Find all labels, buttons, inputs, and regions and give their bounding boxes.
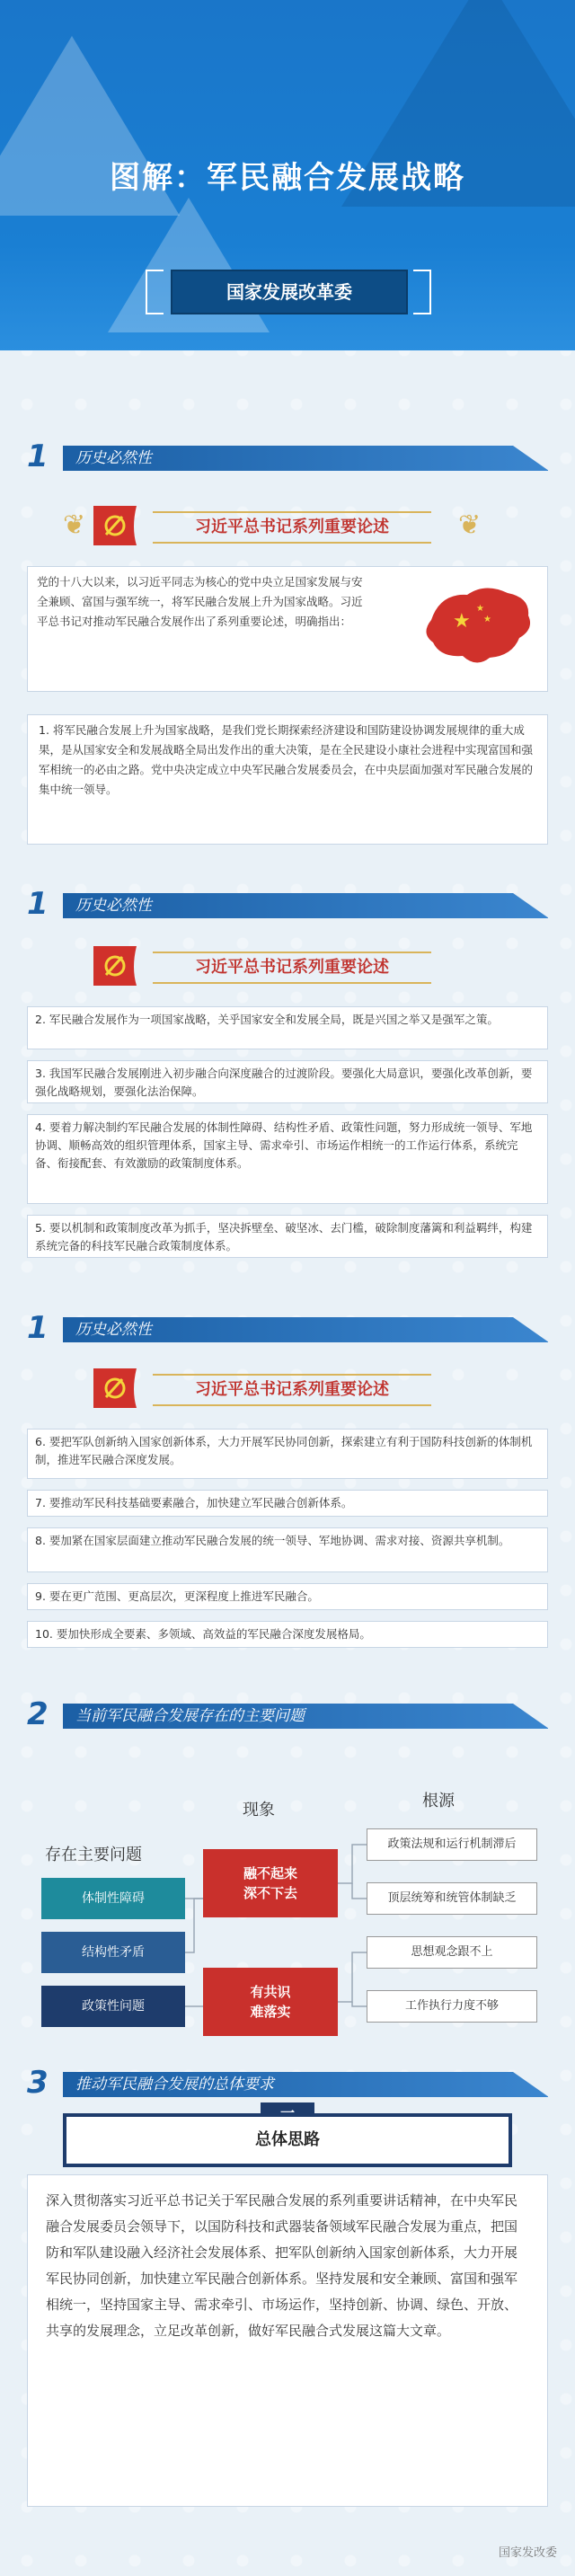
quote-banner [63,1361,512,1415]
header-banner [0,0,575,350]
section-header-1 [27,440,548,473]
point-8: 8. 要加紧在国家层面建立推动军民融合发展的统一领导、军地协调、需求对接、资源共享机制。 [35,1534,510,1547]
point-card-5 [27,1215,548,1258]
section-header-2 [27,1698,548,1731]
point-5: 5. 要以机制和政策制度改革为抓手，坚决拆壁垒、破坚冰、去门槛，破除制度藩篱和利益羁绊，构建系统完备的科技军民融合政策制度体系。 [35,1221,533,1253]
intro-text: 党的十八大以来，以习近平同志为核心的党中央立足国家发展与安全兼顾、富国与强军统一，将军民融合发展上升为国家战略。习近平总书记对推动军民融合发展作出了系列重要论述，明确指出： [37,575,363,628]
banner-text: 习近平总书记系列重要论述 [153,511,431,544]
point-3: 3. 我国军民融合发展刚进入初步融合向深度融合的过渡阶段。要强化大局意识，要强化改革创新，要强化战略规划，要强化法治保障。 [35,1067,533,1098]
phenomena-column-title: 现象 [243,1801,275,1819]
section-number: 1 [27,438,49,474]
issues-column-title: 存在主要问题 [45,1846,142,1864]
quote-banner [63,939,512,993]
section-number: 1 [27,886,49,922]
roots-column-title: 根源 [422,1792,455,1810]
laurel-left-icon: ❦ [63,509,86,541]
point-4: 4. 要着力解决制约军民融合发展的体制性障碍、结构性矛盾、政策性问题，努力形成统一领导、军地协调、顺畅高效的组织管理体系，国家主导、需求牵引、市场运作相统一的工作运行体系，系统完备、衔接配套、有效激励的政策制度体系。 [35,1120,533,1170]
point-7: 7. 要推动军民科技基础要素融合，加快建立军民融合创新体系。 [35,1496,353,1509]
issue-box-2: 结构性矛盾 [41,1932,185,1973]
point-card-2 [27,1006,548,1049]
root-box-3: 思想观念跟不上 [367,1936,537,1969]
footer-logo: 国家发改委 [498,2546,557,2560]
phenomenon-line: 有共识 [250,1984,291,2000]
svg-text:★: ★ [453,610,471,633]
banner-text: 习近平总书记系列重要论述 [153,1374,431,1406]
point-6: 6. 要把军队创新纳入国家创新体系，大力开展军民协同创新，探索建立有利于国防科技创新的体制机制，推进军民融合深度发展。 [35,1435,533,1466]
root-box-2: 顶层统筹和统管体制缺乏 [367,1882,537,1915]
point-card-8 [27,1527,548,1572]
point-card-10 [27,1621,548,1648]
party-emblem-icon [90,941,140,991]
phenomenon-line: 深不下去 [243,1885,297,1901]
issue-box-1: 体制性障碍 [41,1878,185,1919]
point-card-7 [27,1490,548,1517]
point-1: 1. 将军民融合发展上升为国家战略，是我们党长期探索经济建设和国防建设协调发展规律的重大成果，是从国家安全和发展战略全局出发作出的重大决策，是在全民建设小康社会进程中实现富国和强军相统一的必由之路。党中央决定成立中央军民融合发展委员会，在中央层面加强对军民融合发展的集中统一领导。 [39,723,534,796]
problem-connectors [0,1815,575,2040]
general-thinking-title: 总体思路 [63,2113,512,2167]
point-card-6 [27,1429,548,1479]
party-emblem-icon [90,500,140,551]
bracket-right [413,270,431,314]
point-9: 9. 要在更广范围、更高层次，更深程度上推进军民融合。 [35,1589,319,1603]
svg-text:★: ★ [483,615,491,624]
section-header-1c [27,1312,548,1344]
banner-text: 习近平总书记系列重要论述 [153,952,431,984]
phenomenon-line: 难落实 [250,2004,291,2020]
section-title: 历史必然性 [63,893,548,918]
point-card-3 [27,1060,548,1103]
point-2: 2. 军民融合发展作为一项国家战略，关乎国家安全和发展全局，既是兴国之举又是强军之策。 [35,1013,499,1026]
section-header-1b [27,888,548,920]
general-thinking-body [27,2174,548,2507]
point-card-1 [27,714,548,845]
point-card-9 [27,1583,548,1610]
root-box-1: 政策法规和运行机制滞后 [367,1828,537,1861]
general-thinking-text: 深入贯彻落实习近平总书记关于军民融合发展的系列重要讲话精神，在中央军民融合发展委员会领导下，以国防科技和武器装备领域军民融合发展为重点，把国防和军队建设融入经济社会发展体系、把军队创新纳入国家创新体系，大力开展军民协同创新，加快建立军民融合创新体系。坚持发展和安全兼顾、富国和强军相统一，坚持国家主导、需求牵引、市场运作，坚持创新、协调、绿色、开放、共享的发展理念，立足改革创新，做好军民融合式发展这篇大文章。 [46,2192,518,2339]
section-title: 推动军民融合发展的总体要求 [63,2072,548,2097]
page-title: 图解：军民融合发展战略 [110,160,465,196]
section-number: 1 [27,1310,49,1346]
party-emblem-icon [90,1363,140,1413]
footer [0,2534,575,2576]
issue-box-3: 政策性问题 [41,1986,185,2027]
point-card-4 [27,1114,548,1204]
china-map-icon [413,575,539,674]
root-box-4: 工作执行力度不够 [367,1990,537,2023]
section-header-3 [27,2067,548,2099]
quote-banner [63,499,512,553]
publisher-label: 国家发展改革委 [171,270,408,314]
bracket-left [146,270,164,314]
point-10: 10. 要加快形成全要素、多领域、高效益的军民融合深度发展格局。 [35,1627,371,1641]
phenomenon-line: 融不起来 [243,1865,297,1881]
svg-text:★: ★ [476,604,484,614]
section-title: 当前军民融合发展存在的主要问题 [63,1704,548,1729]
laurel-right-icon: ❦ [458,509,482,541]
section-title: 历史必然性 [63,1317,548,1342]
section-number: 2 [27,1696,49,1732]
section-title: 历史必然性 [63,446,548,471]
section-number: 3 [27,2065,49,2101]
